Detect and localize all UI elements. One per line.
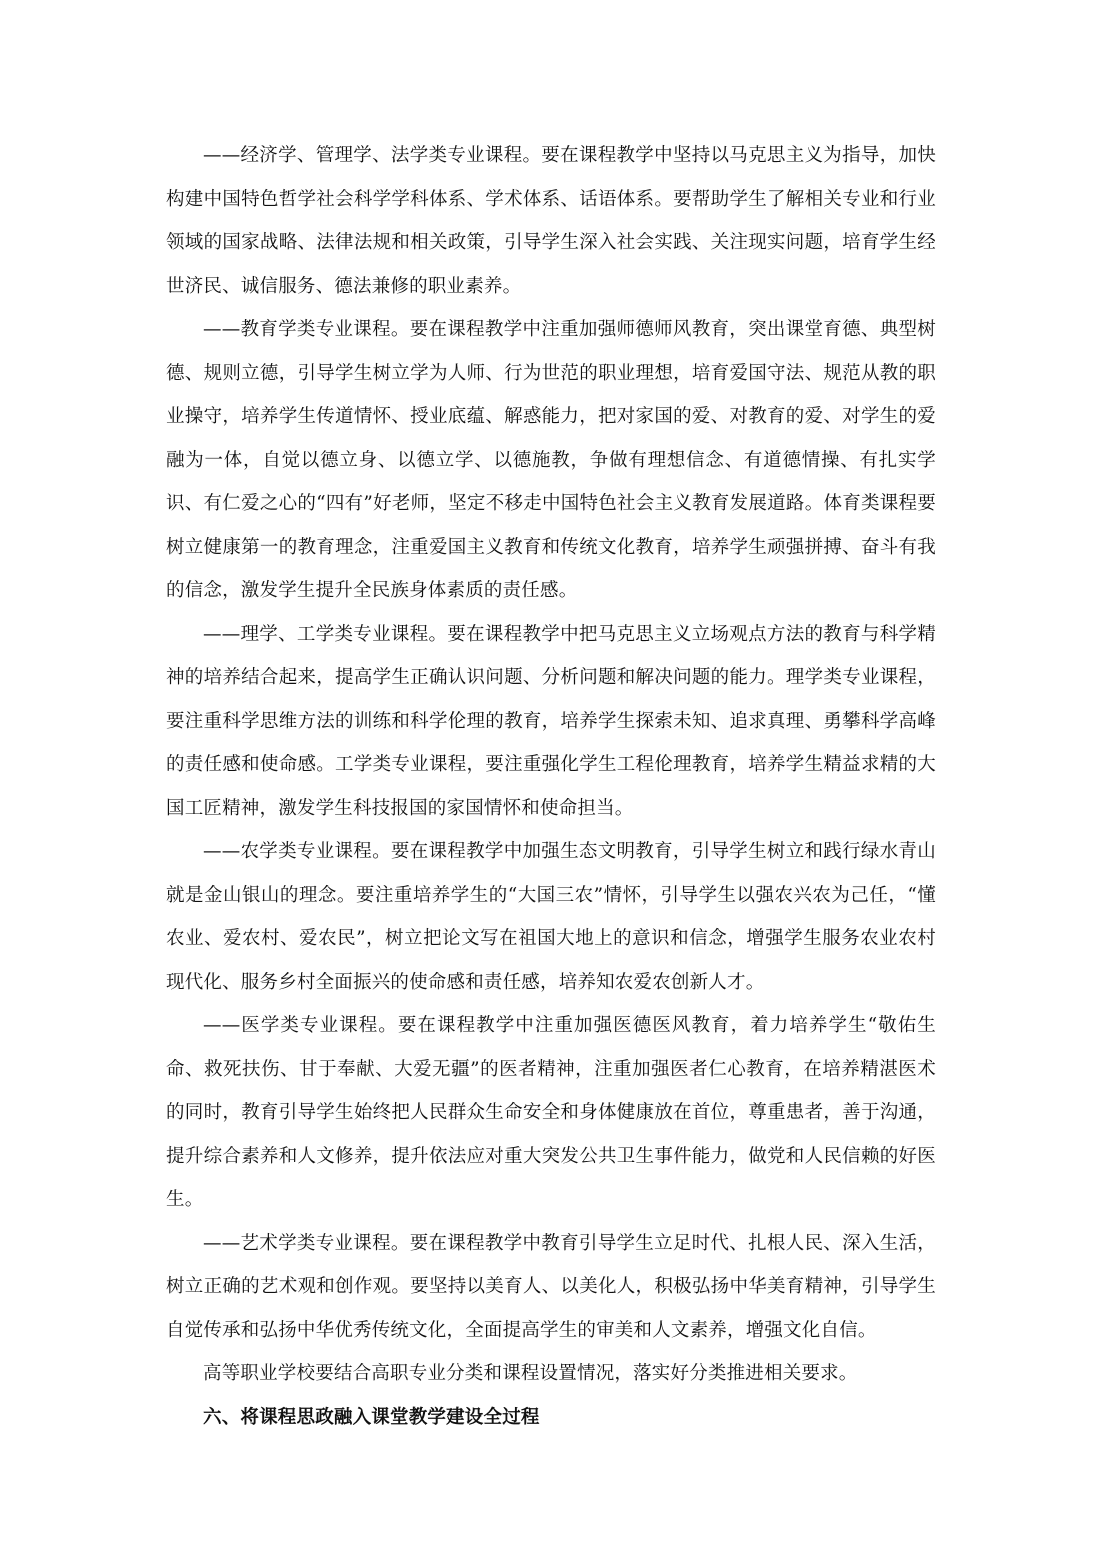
paragraph-science-engineering: ——理学、工学类专业课程。要在课程教学中把马克思主义立场观点方法的教育与科学精神的培养结合起来，提高学生正确认识问题、分析问题和解决问题的能力。理学类专业课程，要注重科学思维方法的训练和科学伦理的教育，培养学生探索未知、追求真理、勇攀科学高峰的责任感和使命感。工学类专业课程，要注重强化学生工程伦理教育，培养学生精益求精的大国工匠精神，激发学生科技报国的家国情怀和使命担当。 [166,623,936,819]
paragraph-arts: ——艺术学类专业课程。要在课程教学中教育引导学生立足时代、扎根人民、深入生活，树立正确的艺术观和创作观。要坚持以美育人、以美化人，积极弘扬中华美育精神，引导学生自觉传承和弘扬中华优秀传统文化，全面提高学生的审美和人文素养，增强文化自信。 [166,1232,936,1341]
paragraph-agriculture: ——农学类专业课程。要在课程教学中加强生态文明教育，引导学生树立和践行绿水青山就是金山银山的理念。要注重培养学生的“大国三农”情怀，引导学生以强农兴农为己任，“懂农业、爱农村、爱农民”，树立把论文写在祖国大地上的意识和信念，增强学生服务农业农村现代化、服务乡村全面振兴的使命感和责任感，培养知农爱农创新人才。 [166,841,936,993]
paragraph-education: ——教育学类专业课程。要在课程教学中注重加强师德师风教育，突出课堂育德、典型树德、规则立德，引导学生树立学为人师、行为世范的职业理想，培育爱国守法、规范从教的职业操守，培养学生传道情怀、授业底蕴、解惑能力，把对家国的爱、对教育的爱、对学生的爱融为一体，自觉以德立身、以德立学、以德施教，争做有理想信念、有道德情操、有扎实学识、有仁爱之心的“四有”好老师，坚定不移走中国特色社会主义教育发展道路。体育类课程要树立健康第一的教育理念，注重爱国主义教育和传统文化教育，培养学生顽强拼搏、奋斗有我的信念，激发学生提升全民族身体素质的责任感。 [166,319,936,601]
paragraph-medicine: ——医学类专业课程。要在课程教学中注重加强医德医风教育，着力培养学生“敬佑生命、救死扶伤、甘于奉献、大爱无疆”的医者精神，注重加强医者仁心教育，在培养精湛医术的同时，教育引导学生始终把人民群众生命安全和身体健康放在首位，尊重患者，善于沟通，提升综合素养和人文修养，提升依法应对重大突发公共卫生事件能力，做党和人民信赖的好医生。 [166,1015,936,1210]
section-heading: 六、将课程思政融入课堂教学建设全过程 [203,1406,540,1428]
document-page [166,134,936,1439]
paragraph-economics-management-law: ——经济学、管理学、法学类专业课程。要在课程教学中坚持以马克思主义为指导，加快构建中国特色哲学社会科学学科体系、学术体系、话语体系。要帮助学生了解相关专业和行业领域的国家战略、法律法规和相关政策，引导学生深入社会实践、关注现实问题，培育学生经世济民、诚信服务、德法兼修的职业素养。 [166,145,936,297]
paragraph-vocational: 高等职业学校要结合高职专业分类和课程设置情况，落实好分类推进相关要求。 [203,1363,858,1384]
